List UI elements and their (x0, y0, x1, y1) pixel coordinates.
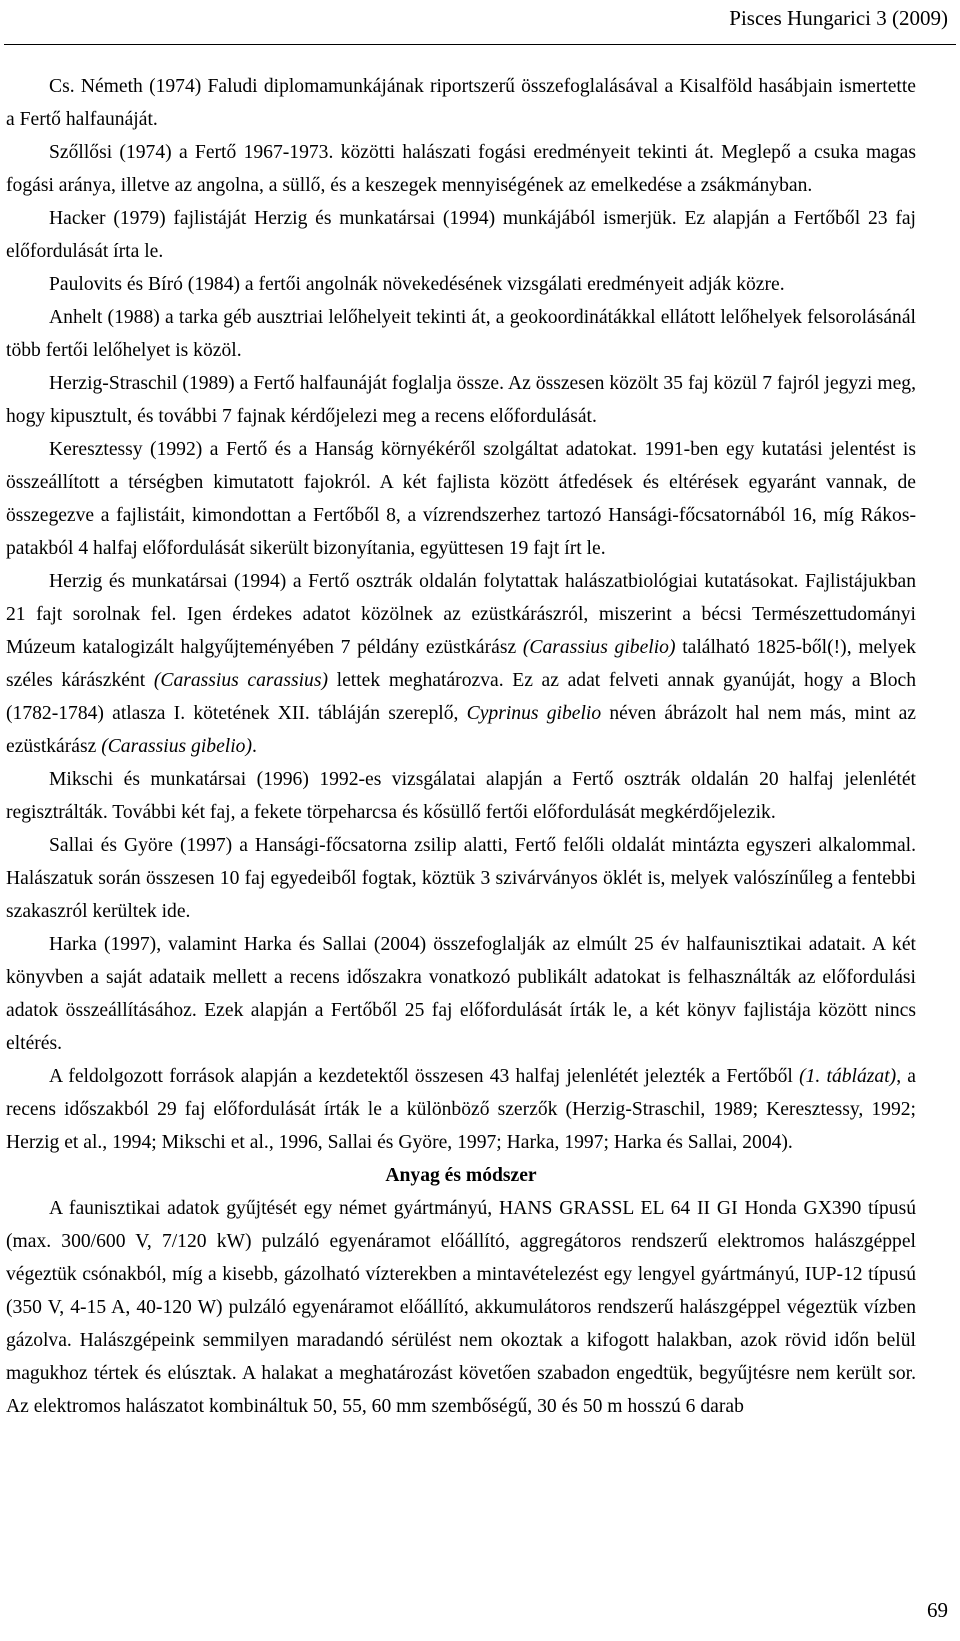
paragraph-szollosi: Szőllősi (1974) a Fertő 1967-1973. közötti halászati fogási eredményeit tekinti át. Meglepő a csuka magas fogási aránya, illetve az angolna, a süllő, és a keszegek mennyiségének az emelkedése a zsákmányban. (6, 142, 916, 196)
text-run: található 1825-ből(!), melyek széles kárászként (6, 637, 916, 691)
species-name: (Carassius carassius) (153, 670, 328, 691)
species-name: Cyprinus gibelio (466, 703, 602, 724)
paragraph-keresztessy: Keresztessy (1992) a Fertő és a Hanság környékéről szolgáltat adatokat. 1991-ben egy kutatási jelentést is összeállított a térségben kimutatott fajokról. A két fajlista között átfedések és eltérések egyaránt vannak, de összegezve a fajlistáit, kimondottan a Fertőből 8, a vízrendszerhez tartozó Hansági-főcsatornából 16, míg Rákos-patakból 4 halfaj előfordulását sikerült bizonyítania, együttesen 19 fajt írt le. (6, 439, 916, 559)
paragraph-mikschi: Mikschi és munkatársai (1996) 1992-es vizsgálatai alapján a Fertő osztrák oldalán 20 halfaj jelenlétét regisztrálták. További két faj, a fekete törpeharcsa és kősüllő fertői előfordulását megkérdőjelezik. (6, 769, 916, 823)
paragraph-cs-nemeth: Cs. Németh (1974) Faludi diplomamunkájának riportszerű összefoglalásával a Kisalföld hasábjain ismertette a Fertő halfaunáját. (6, 76, 916, 130)
text-run: , a recens időszakból 29 faj előfordulását írták le a különböző szerzők (Herzig-Straschil, 1989; Keresztessy, 1992; Herzig et al., 1994; Mikschi et al., 1996, Sallai és Györe, 1997; Harka, 1997; Harka és Sallai, 2004). (6, 1066, 917, 1153)
paragraph-herzig-1994 (6, 565, 916, 763)
paragraph-herzig-straschil: Herzig-Straschil (1989) a Fertő halfaunáját foglalja össze. Az összesen közölt 35 faj közül 7 fajról jegyzi meg, hogy kipusztult, és további 7 fajnak kérdőjelezi meg a recens előfordulását. (6, 373, 916, 427)
species-name: (Carassius gibelio) (101, 736, 252, 757)
paragraph-anhelt: Anhelt (1988) a tarka géb ausztriai lelőhelyeit tekinti át, a geokoordinátákkal ellátott lelőhelyek felsorolásánál több fertői lelőhelyet is közöl. (6, 307, 916, 361)
paragraph-hacker: Hacker (1979) fajlistáját Herzig és munkatársai (1994) munkájából ismerjük. Ez alapján a Fertőből 23 faj előfordulását írta le. (6, 208, 916, 262)
paragraph-summary (6, 1060, 916, 1159)
running-header: Pisces Hungarici 3 (2009) (729, 6, 948, 30)
text-run: A feldolgozott források alapján a kezdetektől összesen 43 halfaj jelenlétét jelezték a Fertőből (49, 1066, 800, 1087)
species-name: (Carassius gibelio) (522, 637, 676, 658)
paragraph-methods: A faunisztikai adatok gyűjtését egy német gyártmányú, HANS GRASSL EL 64 II GI Honda GX390 típusú (max. 300/600 V, 7/120 kW) pulzáló egyenáramot előállító, aggregátoros rendszerű elektromos halászgéppel végeztük csónakból, míg a kisebb, gázolható vízterekben a mintavételezést egy lengyel gyártmányú, IUP-12 típusú (350 V, 4-15 A, 40-120 W) pulzáló egyenáramot előállító, akkumulátoros rendszerű halászgéppel végeztük vízben gázolva. Halászgépeink semmilyen maradandó sérülést nem okoztak a kifogott halakban, azok rövid időn belül magukhoz tértek és elúsztak. A halakat a meghatározást követően szabadon engedtük, begyűjtésre nem került sor. Az elektromos halászatot kombináltuk 50, 55, 60 mm szembőségű, 30 és 50 m hosszú 6 darab (6, 1198, 916, 1417)
page-number: 69 (927, 1598, 948, 1622)
text-run: néven ábrázolt hal nem más, mint az ezüstkárász (6, 703, 917, 757)
header-rule (4, 44, 956, 45)
paragraph-paulovits: Paulovits és Bíró (1984) a fertői angolnák növekedésének vizsgálati eredményeit adják közre. (49, 274, 785, 295)
text-run: lettek meghatározva. Ez az adat felveti annak gyanúját, hogy a Bloch (1782-1784) atlasza I. kötetének XII. tábláján szereplő, (6, 670, 916, 724)
table-reference: (1. táblázat) (799, 1066, 897, 1087)
section-heading: Anyag és módszer (385, 1165, 537, 1186)
text-run: . (251, 736, 257, 757)
paragraph-sallai-gyore: Sallai és Györe (1997) a Hansági-főcsatorna zsilip alatti, Fertő felőli oldalát mintázta egyszeri alkalommal. Halászatuk során összesen 10 faj egyedeiből fogtak, köztük 3 szivárványos öklét is, melyek valószínűleg a fentebbi szakaszról kerültek ide. (6, 835, 916, 922)
article-body (6, 70, 916, 1423)
text-run: Herzig és munkatársai (1994) a Fertő osztrák oldalán folytattak halászatbiológiai kutatásokat. Fajlistájukban 21 fajt sorolnak fel. Igen érdekes adatot közölnek az ezüstkárászról, miszerint a bécsi Természettudományi Múzeum katalogizált halgyűjteményében 7 példány ezüstkárász (6, 571, 916, 658)
paragraph-harka: Harka (1997), valamint Harka és Sallai (2004) összefoglalják az elmúlt 25 év halfaunisztikai adatait. A két könyvben a saját adataik mellett a recens időszakra vonatkozó publikált adatokat is felhasználták az előfordulási adatok összeállításához. Ezek alapján a Fertőből 25 faj előfordulását írták le, a két könyv fajlistája között nincs eltérés. (6, 934, 916, 1054)
